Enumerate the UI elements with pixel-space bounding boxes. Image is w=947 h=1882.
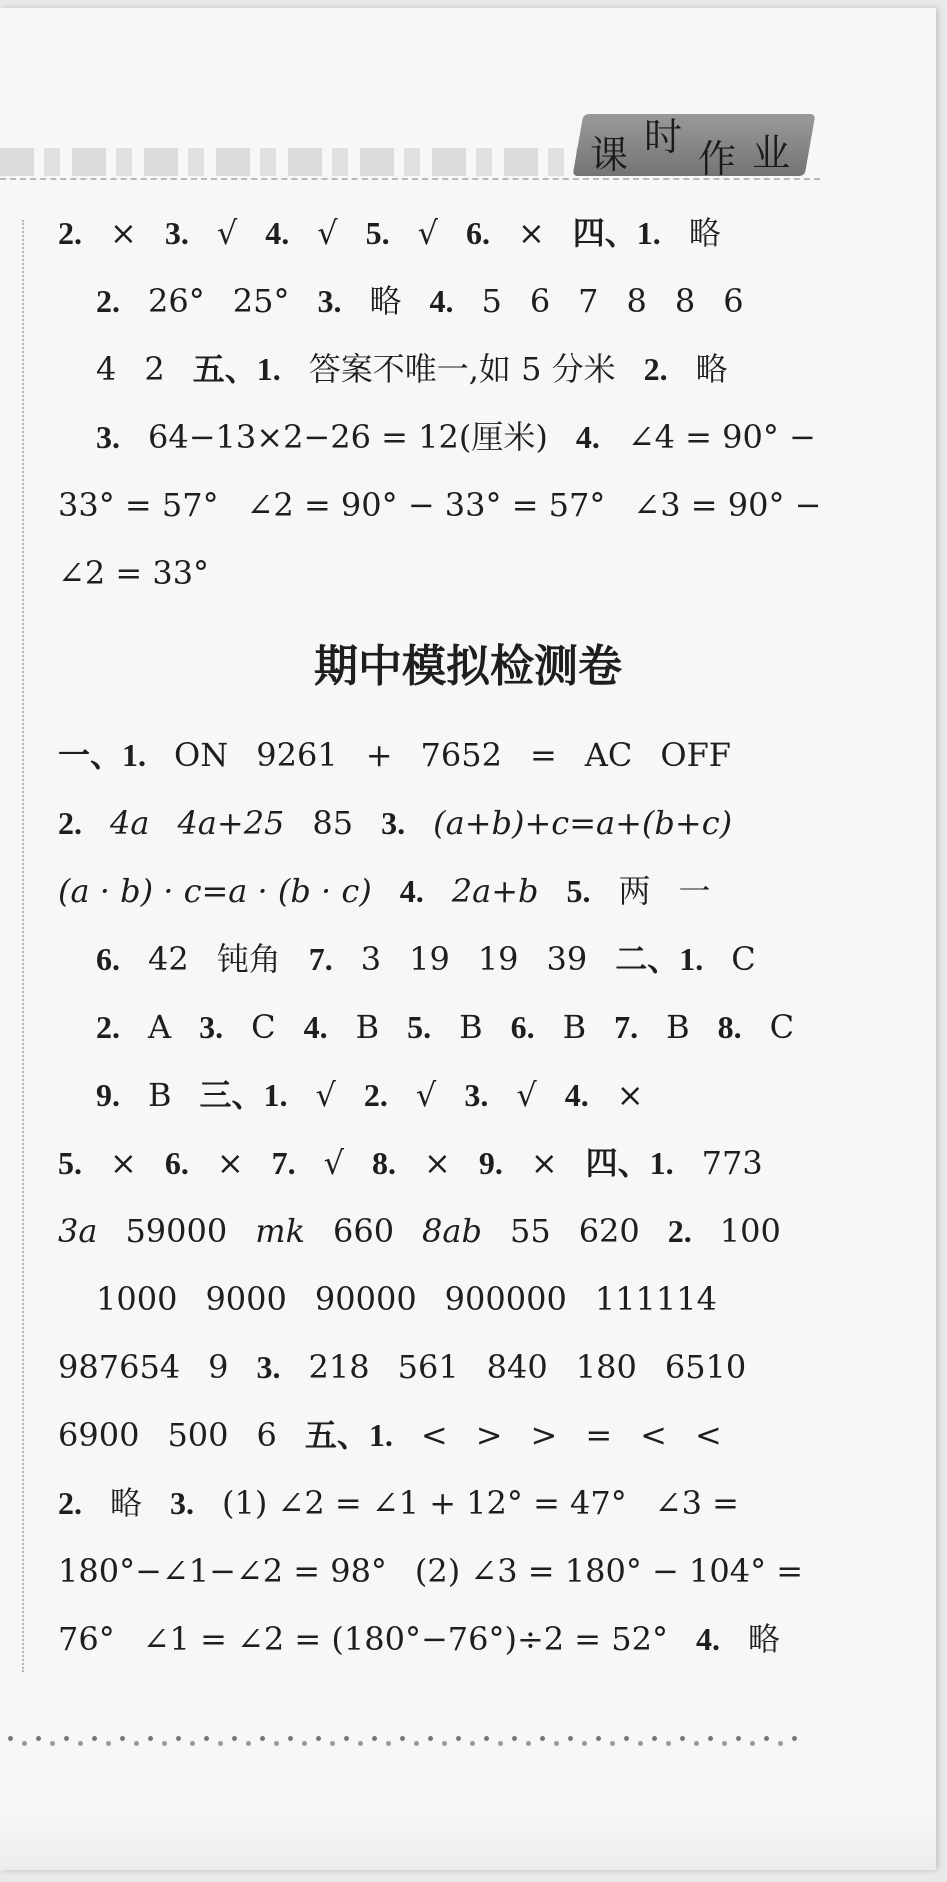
question-number: 5. [566, 873, 591, 909]
dot [78, 1741, 83, 1746]
question-number: 5. [365, 215, 390, 251]
answer-text: 略 [748, 1620, 781, 1658]
question-number: 5. [58, 1145, 82, 1181]
answer-text: = [529, 736, 557, 774]
question-number: 2. [643, 351, 668, 387]
answer-text: √ [417, 214, 438, 252]
dot [778, 1741, 783, 1746]
answer-text: √ [216, 214, 238, 252]
dot [792, 1736, 797, 1741]
answer-text: 59000 [125, 1212, 228, 1250]
answer-text: C [731, 940, 756, 978]
section-title: 期中模拟检测卷 [314, 641, 622, 692]
question-number: 一、1. [58, 737, 147, 773]
dot [428, 1736, 433, 1741]
dot [680, 1736, 685, 1741]
dot [302, 1741, 307, 1746]
question-number: 6. [96, 941, 120, 977]
dot [498, 1741, 503, 1746]
answer-text: 两 [618, 872, 651, 910]
answer-line [58, 1342, 746, 1392]
answer-line [58, 1410, 722, 1460]
brand-char: 课 [590, 133, 629, 177]
question-number: 3. [164, 215, 189, 251]
dot [540, 1736, 545, 1741]
dot [554, 1741, 559, 1746]
answer-text: 8 [626, 282, 647, 320]
answer-text: 3a [58, 1212, 98, 1250]
answer-text: 840 [486, 1348, 548, 1386]
question-number: 2. [58, 805, 82, 841]
dot [456, 1736, 461, 1741]
answer-text: × [110, 1144, 137, 1182]
answer-text: 64−13×2−26 = 12(厘米) [148, 418, 548, 456]
answer-line [96, 934, 756, 984]
dot [750, 1741, 755, 1746]
answer-text: < [420, 1416, 448, 1454]
question-number: 3. [170, 1485, 195, 1521]
answer-text: 19 [477, 940, 519, 978]
answer-text: 620 [578, 1212, 640, 1250]
question-number: 4. [399, 873, 424, 909]
dot [652, 1736, 657, 1741]
question-number: 五、1. [304, 1417, 393, 1453]
question-number: 7. [614, 1009, 639, 1045]
answer-text: mk [255, 1212, 305, 1250]
dot [722, 1741, 727, 1746]
dot [386, 1741, 391, 1746]
dot [526, 1741, 531, 1746]
brand-char: 时 [644, 115, 683, 159]
question-number: 4. [575, 419, 600, 455]
question-number: 4. [265, 215, 290, 251]
answer-line [58, 208, 721, 258]
answer-text: 76° [58, 1620, 115, 1658]
dot [666, 1741, 671, 1746]
question-number: 2. [58, 215, 82, 251]
answer-text: 钝角 [216, 940, 281, 978]
question-number: 3. [96, 419, 120, 455]
answer-text: ON [174, 736, 229, 774]
dot [708, 1736, 713, 1741]
answer-text: 85 [312, 804, 354, 842]
question-number: 二、1. [615, 941, 704, 977]
answer-text: B [355, 1008, 380, 1046]
answer-text: 111114 [594, 1280, 717, 1318]
dot [106, 1741, 111, 1746]
question-number: 四、1. [585, 1145, 674, 1181]
answer-text: 6 [529, 282, 551, 320]
answer-text: × [424, 1144, 451, 1182]
question-number: 4. [303, 1009, 328, 1045]
dot [204, 1736, 209, 1741]
dot [50, 1741, 55, 1746]
answer-text: B [459, 1008, 483, 1046]
question-number: 8. [717, 1009, 742, 1045]
dot [694, 1741, 699, 1746]
dot [582, 1741, 587, 1746]
answer-text: 19 [409, 940, 450, 978]
answer-line [96, 412, 816, 462]
answer-text: 8ab [422, 1212, 482, 1250]
answer-line [58, 1206, 781, 1256]
answer-text: B [562, 1008, 587, 1046]
answer-text: 8 [674, 282, 696, 320]
question-number: 2. [667, 1213, 692, 1249]
dot [400, 1736, 405, 1741]
answer-text: C [251, 1008, 276, 1046]
question-number: 五、1. [192, 351, 281, 387]
answer-text: 6900 [58, 1416, 140, 1454]
question-number: 四、1. [572, 215, 661, 251]
dot [120, 1736, 125, 1741]
question-number: 6. [164, 1145, 189, 1181]
answer-text: 987654 [58, 1348, 181, 1386]
answer-text: ∠2 = 33° [58, 554, 210, 592]
answer-line [58, 1614, 780, 1664]
dot [162, 1741, 167, 1746]
answer-text: 180°−∠1−∠2 = 98° [58, 1552, 387, 1590]
answer-text: 900000 [444, 1280, 567, 1318]
answer-line [96, 344, 728, 394]
dot [442, 1741, 447, 1746]
answer-text: + [365, 736, 393, 774]
answer-text: ∠2 = 90° − 33° = 57° [246, 486, 606, 524]
answer-text: B [666, 1008, 690, 1046]
question-number: 3. [317, 283, 342, 319]
answer-text: 55 [509, 1212, 551, 1250]
answer-text: × [530, 1144, 558, 1182]
answer-text: 7 [578, 282, 599, 320]
answer-text: 6510 [664, 1348, 747, 1386]
question-number: 6. [510, 1009, 535, 1045]
dot [148, 1736, 153, 1741]
page-edge [0, 1810, 936, 1870]
question-number: 4. [429, 283, 454, 319]
dot [736, 1736, 741, 1741]
header-decoration [0, 148, 580, 176]
answer-text: 660 [332, 1212, 395, 1250]
question-number: 3. [464, 1077, 489, 1113]
answer-text: 39 [546, 940, 588, 978]
answer-text: 9261 [256, 736, 338, 774]
answer-text: < [694, 1416, 722, 1454]
answer-text: 42 [148, 940, 189, 978]
question-number: 三、1. [199, 1077, 288, 1113]
dot [274, 1741, 279, 1746]
answer-text: = [585, 1416, 613, 1454]
answer-text: 9000 [205, 1280, 287, 1318]
answer-text: 4 [96, 350, 117, 388]
dot [36, 1736, 41, 1741]
dot [568, 1736, 573, 1741]
answer-text: 4a+25 [177, 804, 285, 842]
answer-text: 6 [256, 1416, 277, 1454]
dot [176, 1736, 181, 1741]
answer-text: 561 [397, 1348, 459, 1386]
answer-text: 25° [232, 282, 290, 320]
answer-text: (1) ∠2 = ∠1 + 12° = 47° [222, 1484, 627, 1522]
answer-line [96, 276, 744, 326]
answer-text: A [148, 1008, 172, 1046]
question-number: 2. [96, 283, 120, 319]
answer-text: 7652 [420, 736, 502, 774]
dot [22, 1741, 27, 1746]
answer-text: √ [317, 214, 338, 252]
dot [190, 1741, 195, 1746]
answer-text: ∠4 = 90° − [627, 418, 816, 456]
answer-text: 略 [110, 1484, 143, 1522]
answer-text: 一 [678, 872, 711, 910]
question-number: 9. [478, 1145, 503, 1181]
answer-text: 2 [144, 350, 165, 388]
question-number: 8. [372, 1145, 397, 1181]
dot [764, 1736, 769, 1741]
answer-text: 500 [167, 1416, 229, 1454]
answer-line [96, 1002, 794, 1052]
margin-rule [22, 220, 24, 1672]
answer-text: 1000 [96, 1280, 178, 1318]
brand-char: 作 [698, 137, 737, 181]
answer-text: 4a [110, 804, 150, 842]
brand-char: 业 [752, 131, 791, 175]
answer-text: 略 [688, 214, 721, 252]
answer-text: 26° [148, 282, 205, 320]
answer-text: 180 [575, 1348, 637, 1386]
question-number: 2. [58, 1485, 82, 1521]
answer-text: B [148, 1076, 172, 1114]
dot [470, 1741, 475, 1746]
answer-text: × [517, 214, 545, 252]
answer-line [58, 1478, 739, 1528]
question-number: 5. [407, 1009, 432, 1045]
dot [358, 1741, 363, 1746]
answer-text: (a+b)+c=a+(b+c) [433, 804, 733, 842]
answer-text: √ [323, 1144, 345, 1182]
answer-text: 100 [719, 1212, 781, 1250]
answer-text: ∠1 = ∠2 = (180°−76°)÷2 = 52° [142, 1620, 668, 1658]
question-number: 4. [564, 1077, 589, 1113]
dot [596, 1736, 601, 1741]
answer-text: × [616, 1076, 644, 1114]
answer-text: > [530, 1416, 558, 1454]
answer-text: (2) ∠3 = 180° − 104° = [414, 1552, 804, 1590]
dot [484, 1736, 489, 1741]
answer-text: > [475, 1416, 503, 1454]
answer-text: 773 [701, 1144, 763, 1182]
dot [64, 1736, 69, 1741]
answer-text: 6 [723, 282, 744, 320]
answer-text: ∠3 = [654, 1484, 739, 1522]
dot [330, 1741, 335, 1746]
answer-text: 3 [360, 940, 382, 978]
answer-text: 33° = 57° [58, 486, 219, 524]
question-number: 4. [696, 1621, 720, 1657]
answer-text: AC [584, 736, 633, 774]
question-number: 3. [256, 1349, 281, 1385]
answer-text: √ [516, 1076, 537, 1114]
answer-text: 答案不唯一,如 5 分米 [308, 350, 616, 388]
dot [316, 1736, 321, 1741]
answer-text: √ [315, 1076, 336, 1114]
question-number: 2. [363, 1077, 388, 1113]
answer-text: 90000 [314, 1280, 417, 1318]
dot [232, 1736, 237, 1741]
page [0, 8, 936, 1870]
question-number: 7. [308, 941, 333, 977]
dot [8, 1736, 13, 1741]
dot [92, 1736, 97, 1741]
answer-text: < [640, 1416, 667, 1454]
dot [372, 1736, 377, 1741]
dot [610, 1741, 615, 1746]
answer-text: 略 [369, 282, 402, 320]
answer-text: 9 [208, 1348, 229, 1386]
answer-text: √ [415, 1076, 437, 1114]
answer-text: × [110, 214, 137, 252]
brand-title [588, 102, 808, 182]
answer-line [58, 730, 731, 780]
question-number: 3. [199, 1009, 224, 1045]
answer-text: (a · b) · c=a · (b · c) [58, 872, 372, 910]
answer-text: 2a+b [451, 872, 539, 910]
dot [218, 1741, 223, 1746]
answer-text: 218 [308, 1348, 370, 1386]
question-number: 6. [465, 215, 490, 251]
answer-line [58, 480, 821, 530]
dot [512, 1736, 517, 1741]
dot [134, 1741, 139, 1746]
dot [624, 1736, 629, 1741]
dotted-footer-border [8, 1726, 808, 1740]
dot [344, 1736, 349, 1741]
question-number: 7. [271, 1145, 296, 1181]
answer-line [96, 1070, 644, 1120]
dot [638, 1741, 643, 1746]
answer-line [58, 1546, 803, 1596]
answer-text: 5 [481, 282, 502, 320]
dot [246, 1741, 251, 1746]
question-number: 2. [96, 1009, 120, 1045]
answer-text: ∠3 = 90° − [633, 486, 822, 524]
question-number: 3. [381, 805, 406, 841]
answer-line [96, 1274, 717, 1324]
answer-line [58, 548, 209, 598]
answer-text: × [216, 1144, 244, 1182]
dot [260, 1736, 265, 1741]
answer-line [58, 1138, 763, 1188]
answer-text: OFF [660, 736, 731, 774]
answer-line [58, 866, 711, 916]
dot [288, 1736, 293, 1741]
answer-text: 略 [695, 350, 728, 388]
question-number: 9. [96, 1077, 120, 1113]
answer-line [58, 798, 732, 848]
dot [414, 1741, 419, 1746]
answer-text: C [769, 1008, 795, 1046]
